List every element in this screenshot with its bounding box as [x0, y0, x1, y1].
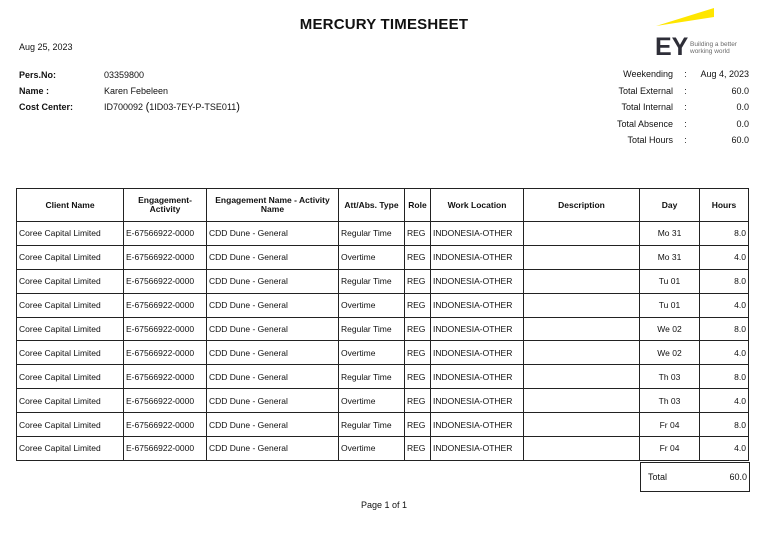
cell-engagement: E-67566922-0000	[124, 245, 207, 269]
cell-client: Coree Capital Limited	[17, 413, 124, 437]
cell-att-abs: Overtime	[339, 389, 405, 413]
cell-day: Th 03	[640, 389, 700, 413]
document-date: Aug 25, 2023	[19, 42, 73, 52]
cell-engagement: E-67566922-0000	[124, 317, 207, 341]
summary-row	[590, 83, 749, 100]
ey-tagline	[690, 41, 752, 55]
employee-labels	[19, 67, 73, 115]
cell-day: Tu 01	[640, 293, 700, 317]
cell-hours: 4.0	[700, 245, 749, 269]
summary-value: 60.0	[731, 135, 749, 145]
summary-label: Total Hours	[627, 135, 673, 145]
cell-engagement-name: CDD Dune - General	[207, 269, 339, 293]
cell-att-abs: Overtime	[339, 341, 405, 365]
header-engagement-activity: Engagement-Activity	[124, 189, 207, 222]
cell-engagement: E-67566922-0000	[124, 269, 207, 293]
cell-engagement-name: CDD Dune - General	[207, 437, 339, 461]
name-label: Name :	[19, 86, 50, 96]
ey-logo	[652, 6, 752, 58]
cell-client: Coree Capital Limited	[17, 341, 124, 365]
ey-logo-mark: EY	[655, 33, 689, 58]
summary-colon: :	[684, 102, 687, 112]
cell-description	[524, 413, 640, 437]
cell-location: INDONESIA-OTHER	[431, 293, 524, 317]
cell-day: Mo 31	[640, 222, 700, 246]
table-header-row	[17, 189, 749, 222]
table-row	[17, 317, 749, 341]
cell-hours: 8.0	[700, 317, 749, 341]
cell-engagement-name: CDD Dune - General	[207, 341, 339, 365]
cell-hours: 4.0	[700, 389, 749, 413]
cost-center-value: ID700092 (1ID03-7EY-P-TSE011)	[104, 101, 240, 113]
cell-role: REG	[405, 365, 431, 389]
ey-tagline-line1: Building a better	[690, 41, 737, 48]
cell-att-abs: Regular Time	[339, 222, 405, 246]
header-engagement-name: Engagement Name - Activity Name	[207, 189, 339, 222]
table-row	[17, 365, 749, 389]
pers-no-label: Pers.No:	[19, 70, 57, 80]
cell-location: INDONESIA-OTHER	[431, 341, 524, 365]
cell-description	[524, 389, 640, 413]
summary-row	[590, 99, 749, 116]
summary-colon: :	[684, 135, 687, 145]
cell-location: INDONESIA-OTHER	[431, 389, 524, 413]
cell-client: Coree Capital Limited	[17, 437, 124, 461]
cell-hours: 8.0	[700, 222, 749, 246]
cell-role: REG	[405, 293, 431, 317]
table-row	[17, 245, 749, 269]
table-row	[17, 389, 749, 413]
cell-att-abs: Regular Time	[339, 413, 405, 437]
cell-att-abs: Overtime	[339, 245, 405, 269]
header-att-abs-type: Att/Abs. Type	[339, 189, 405, 222]
header-client-name: Client Name	[17, 189, 124, 222]
cell-day: Th 03	[640, 365, 700, 389]
summary-colon: :	[684, 85, 687, 96]
cell-description	[524, 317, 640, 341]
cell-location: INDONESIA-OTHER	[431, 245, 524, 269]
cell-day: Tu 01	[640, 269, 700, 293]
cell-day: Fr 04	[640, 437, 700, 461]
grand-total	[640, 462, 750, 492]
cell-day: Mo 31	[640, 245, 700, 269]
cell-hours: 8.0	[700, 365, 749, 389]
table-row	[17, 222, 749, 246]
cell-location: INDONESIA-OTHER	[431, 413, 524, 437]
name-value: Karen Febeleen	[104, 86, 169, 96]
cell-engagement-name: CDD Dune - General	[207, 365, 339, 389]
cell-role: REG	[405, 222, 431, 246]
cell-client: Coree Capital Limited	[17, 389, 124, 413]
summary-value: 60.0	[731, 85, 749, 96]
cell-engagement-name: CDD Dune - General	[207, 413, 339, 437]
cell-att-abs: Overtime	[339, 437, 405, 461]
cost-center-code: ID700092	[104, 102, 144, 112]
table-row	[17, 269, 749, 293]
header-hours: Hours	[700, 189, 749, 222]
cell-engagement-name: CDD Dune - General	[207, 389, 339, 413]
cell-description	[524, 293, 640, 317]
cell-location: INDONESIA-OTHER	[431, 317, 524, 341]
header-day: Day	[640, 189, 700, 222]
cell-client: Coree Capital Limited	[17, 222, 124, 246]
cell-role: REG	[405, 437, 431, 461]
grand-total-value: 60.0	[729, 472, 747, 482]
page-number: Page 1 of 1	[360, 500, 408, 510]
cell-day: Fr 04	[640, 413, 700, 437]
pers-no-value: 03359800	[104, 70, 145, 80]
summary-label: Total Absence	[616, 118, 673, 129]
cell-hours: 8.0	[700, 413, 749, 437]
cost-center-label: Cost Center:	[19, 102, 74, 112]
cell-hours: 4.0	[700, 341, 749, 365]
header-description: Description	[524, 189, 640, 222]
summary-value: 0.0	[736, 118, 749, 129]
summary-colon: :	[684, 118, 687, 129]
cell-description	[524, 365, 640, 389]
header-work-location: Work Location	[431, 189, 524, 222]
cell-engagement-name: CDD Dune - General	[207, 222, 339, 246]
cell-description	[524, 341, 640, 365]
cell-client: Coree Capital Limited	[17, 293, 124, 317]
cell-day: We 02	[640, 317, 700, 341]
cell-role: REG	[405, 317, 431, 341]
timesheet-table	[16, 188, 749, 461]
cell-description	[524, 222, 640, 246]
table-row	[17, 341, 749, 365]
cell-engagement-name: CDD Dune - General	[207, 245, 339, 269]
header-role: Role	[405, 189, 431, 222]
table-row	[17, 293, 749, 317]
cell-client: Coree Capital Limited	[17, 365, 124, 389]
summary-value: Aug 4, 2023	[700, 69, 749, 79]
cell-location: INDONESIA-OTHER	[431, 437, 524, 461]
cell-engagement: E-67566922-0000	[124, 389, 207, 413]
cell-engagement: E-67566922-0000	[124, 413, 207, 437]
cell-client: Coree Capital Limited	[17, 317, 124, 341]
cell-engagement-name: CDD Dune - General	[207, 293, 339, 317]
employee-values	[104, 67, 240, 115]
cell-role: REG	[405, 341, 431, 365]
cell-hours: 4.0	[700, 293, 749, 317]
summary-colon: :	[684, 69, 687, 79]
ey-tagline-line2: working world	[690, 48, 730, 55]
cell-description	[524, 245, 640, 269]
cell-client: Coree Capital Limited	[17, 245, 124, 269]
cell-engagement: E-67566922-0000	[124, 365, 207, 389]
cell-engagement: E-67566922-0000	[124, 222, 207, 246]
cell-engagement: E-67566922-0000	[124, 437, 207, 461]
summary-row	[590, 132, 749, 149]
grand-total-label: Total	[648, 472, 668, 482]
cell-engagement-name: CDD Dune - General	[207, 317, 339, 341]
summary-label: Total External	[618, 85, 673, 96]
cell-role: REG	[405, 413, 431, 437]
cell-client: Coree Capital Limited	[17, 269, 124, 293]
cell-role: REG	[405, 245, 431, 269]
cell-role: REG	[405, 269, 431, 293]
cell-location: INDONESIA-OTHER	[431, 222, 524, 246]
cell-engagement: E-67566922-0000	[124, 293, 207, 317]
table-row	[17, 437, 749, 461]
summary-value: 0.0	[736, 102, 749, 112]
summary-totals	[590, 66, 749, 149]
cell-engagement: E-67566922-0000	[124, 341, 207, 365]
document-title: MERCURY TIMESHEET	[299, 16, 469, 33]
summary-row	[590, 66, 749, 83]
cost-center-detail: 1ID03-7EY-P-TSE011	[149, 102, 237, 112]
cell-att-abs: Regular Time	[339, 365, 405, 389]
table-row	[17, 413, 749, 437]
cell-location: INDONESIA-OTHER	[431, 365, 524, 389]
summary-label: Weekending	[623, 69, 673, 79]
cell-att-abs: Overtime	[339, 293, 405, 317]
cell-role: REG	[405, 389, 431, 413]
cell-day: We 02	[640, 341, 700, 365]
cell-description	[524, 437, 640, 461]
summary-label: Total Internal	[621, 102, 673, 112]
summary-row	[590, 116, 749, 133]
cell-description	[524, 269, 640, 293]
cell-att-abs: Regular Time	[339, 269, 405, 293]
cell-location: INDONESIA-OTHER	[431, 269, 524, 293]
cell-hours: 8.0	[700, 269, 749, 293]
cell-hours: 4.0	[700, 437, 749, 461]
cell-att-abs: Regular Time	[339, 317, 405, 341]
